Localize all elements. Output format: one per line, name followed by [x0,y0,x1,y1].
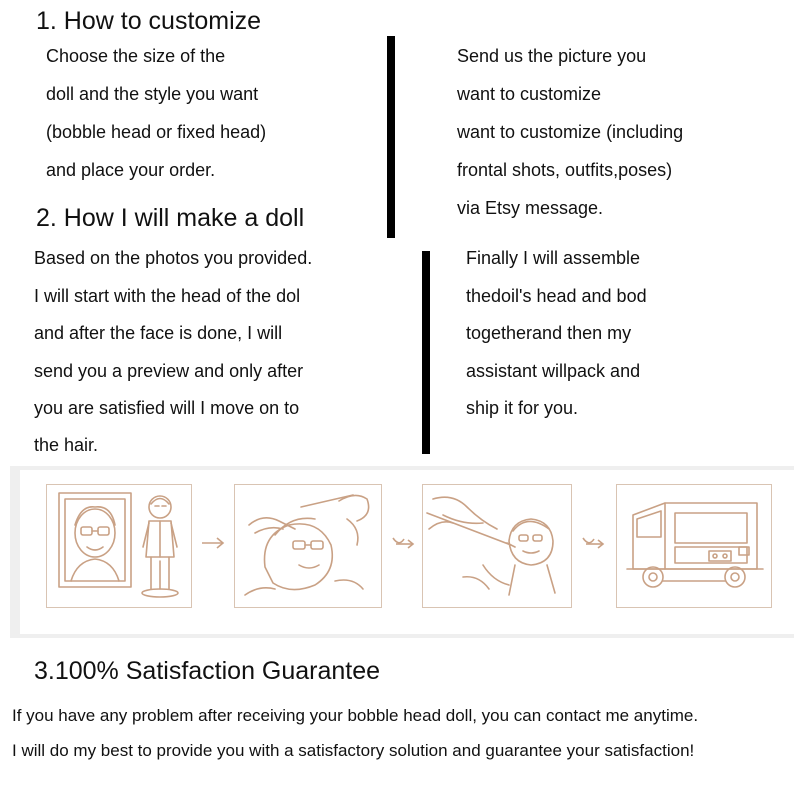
divider-line [387,36,395,238]
painting-head-icon [422,484,572,608]
section-2-left-line: I will start with the head of the dol [34,286,301,306]
sculpting-head-icon [234,484,382,608]
section-2-left-line: Based on the photos you provided. [34,248,313,268]
section-1-right-line: want to customize (including [457,122,684,142]
section-2-heading: 2. How I will make a doll [36,204,305,232]
section-2-right-line: thedoil's head and bod [466,286,647,306]
guarantee-line: If you have any problem after receiving your bobble head doll, you can contact me anytime. [12,706,699,725]
section-2-right-line: ship it for you. [466,398,579,418]
arrow-right-icon [580,533,606,551]
section-1-right-line: want to customize [457,84,602,104]
section-1-right-line: Send us the picture you [457,46,647,66]
section-1-right-line: frontal shots, outfits,poses) [457,160,673,180]
section-2-left-line: you are satisfied will I move on to [34,398,300,418]
section-2-right-line: assistant willpack and [466,361,641,381]
delivery-truck-icon [616,484,772,608]
section-1-heading: 1. How to customize [36,7,262,35]
arrow-right-icon [390,533,416,551]
section-1-left-line: Choose the size of the [46,46,226,66]
section-2-left-line: send you a preview and only after [34,361,304,381]
arrow-right-icon [200,536,226,550]
section-1-left-line: (bobble head or fixed head) [46,122,267,142]
section-2-left-line: and after the face is done, I will [34,323,283,343]
section-1-left-line: doll and the style you want [46,84,259,104]
divider-line [422,251,430,454]
section-2-right-line: togetherand then my [466,323,632,343]
section-2-right-line: Finally I will assemble [466,248,641,268]
guarantee-line: I will do my best to provide you with a satisfactory solution and guarantee your satisfaction! [12,741,695,760]
section-1-right-line: via Etsy message. [457,198,604,218]
section-1-left-line: and place your order. [46,160,216,180]
section-2-left-line: the hair. [34,435,99,455]
portrait-and-doll-icon [46,484,192,608]
section-3-heading: 3.100% Satisfaction Guarantee [34,657,381,685]
